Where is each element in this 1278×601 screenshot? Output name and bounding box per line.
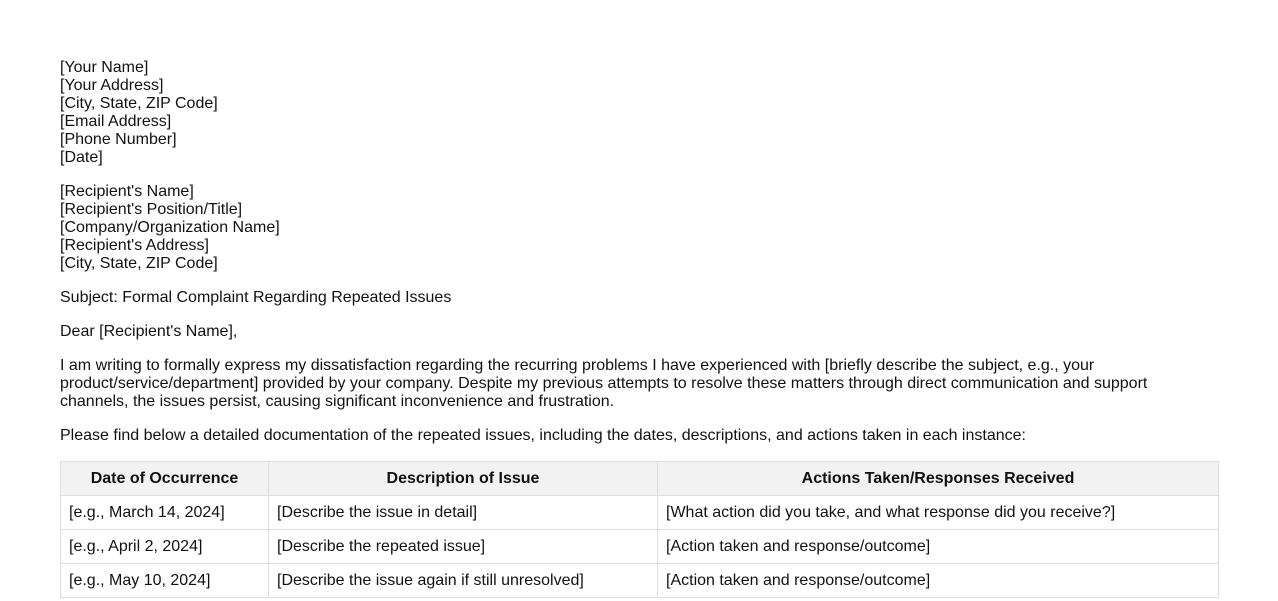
letter-date: [Date] xyxy=(60,149,103,166)
table-header-row xyxy=(61,462,1219,496)
recipient-name: [Recipient's Name] xyxy=(60,183,194,200)
sender-address: [Your Address] xyxy=(60,77,164,94)
column-header-description: Description of Issue xyxy=(269,462,658,496)
subject-line: Subject: Formal Complaint Regarding Repeated Issues xyxy=(60,289,452,306)
cell-description: [Describe the issue in detail] xyxy=(269,496,658,530)
recipient-title: [Recipient's Position/Title] xyxy=(60,201,243,218)
table-row xyxy=(61,530,1219,564)
recipient-address: [Recipient's Address] xyxy=(60,237,209,254)
body-paragraph-intro: I am writing to formally express my dissatisfaction regarding the recurring problems I have experienced with [briefly describe the subject, e.g., your product/service/department] provided by your company. Despite my previous attempts to resolve these matters through direct communication and support channels, the issues persist, causing significant inconvenience and frustration. xyxy=(60,357,1148,410)
body-paragraph-table-intro: Please find below a detailed documentation of the repeated issues, including the dates, descriptions, and actions taken in each instance: xyxy=(60,427,1026,444)
sender-phone: [Phone Number] xyxy=(60,131,177,148)
sender-name: [Your Name] xyxy=(60,59,149,76)
salutation: Dear [Recipient's Name], xyxy=(60,323,238,340)
column-header-actions: Actions Taken/Responses Received xyxy=(658,462,1219,496)
cell-actions: [Action taken and response/outcome] xyxy=(658,530,1219,564)
sender-city-state-zip: [City, State, ZIP Code] xyxy=(60,95,218,112)
cell-date: [e.g., March 14, 2024] xyxy=(61,496,269,530)
sender-address-block xyxy=(60,59,1218,167)
cell-date: [e.g., April 2, 2024] xyxy=(61,530,269,564)
recipient-city-state-zip: [City, State, ZIP Code] xyxy=(60,255,218,272)
issues-table xyxy=(60,461,1219,598)
sender-email: [Email Address] xyxy=(60,113,172,130)
cell-date: [e.g., May 10, 2024] xyxy=(61,564,269,598)
column-header-date: Date of Occurrence xyxy=(61,462,269,496)
cell-description: [Describe the issue again if still unresolved] xyxy=(269,564,658,598)
table-row xyxy=(61,496,1219,530)
recipient-address-block xyxy=(60,183,1218,273)
table-row xyxy=(61,564,1219,598)
letter-page xyxy=(60,59,1218,598)
cell-description: [Describe the repeated issue] xyxy=(269,530,658,564)
recipient-company: [Company/Organization Name] xyxy=(60,219,280,236)
cell-actions: [Action taken and response/outcome] xyxy=(658,564,1219,598)
cell-actions: [What action did you take, and what response did you receive?] xyxy=(658,496,1219,530)
